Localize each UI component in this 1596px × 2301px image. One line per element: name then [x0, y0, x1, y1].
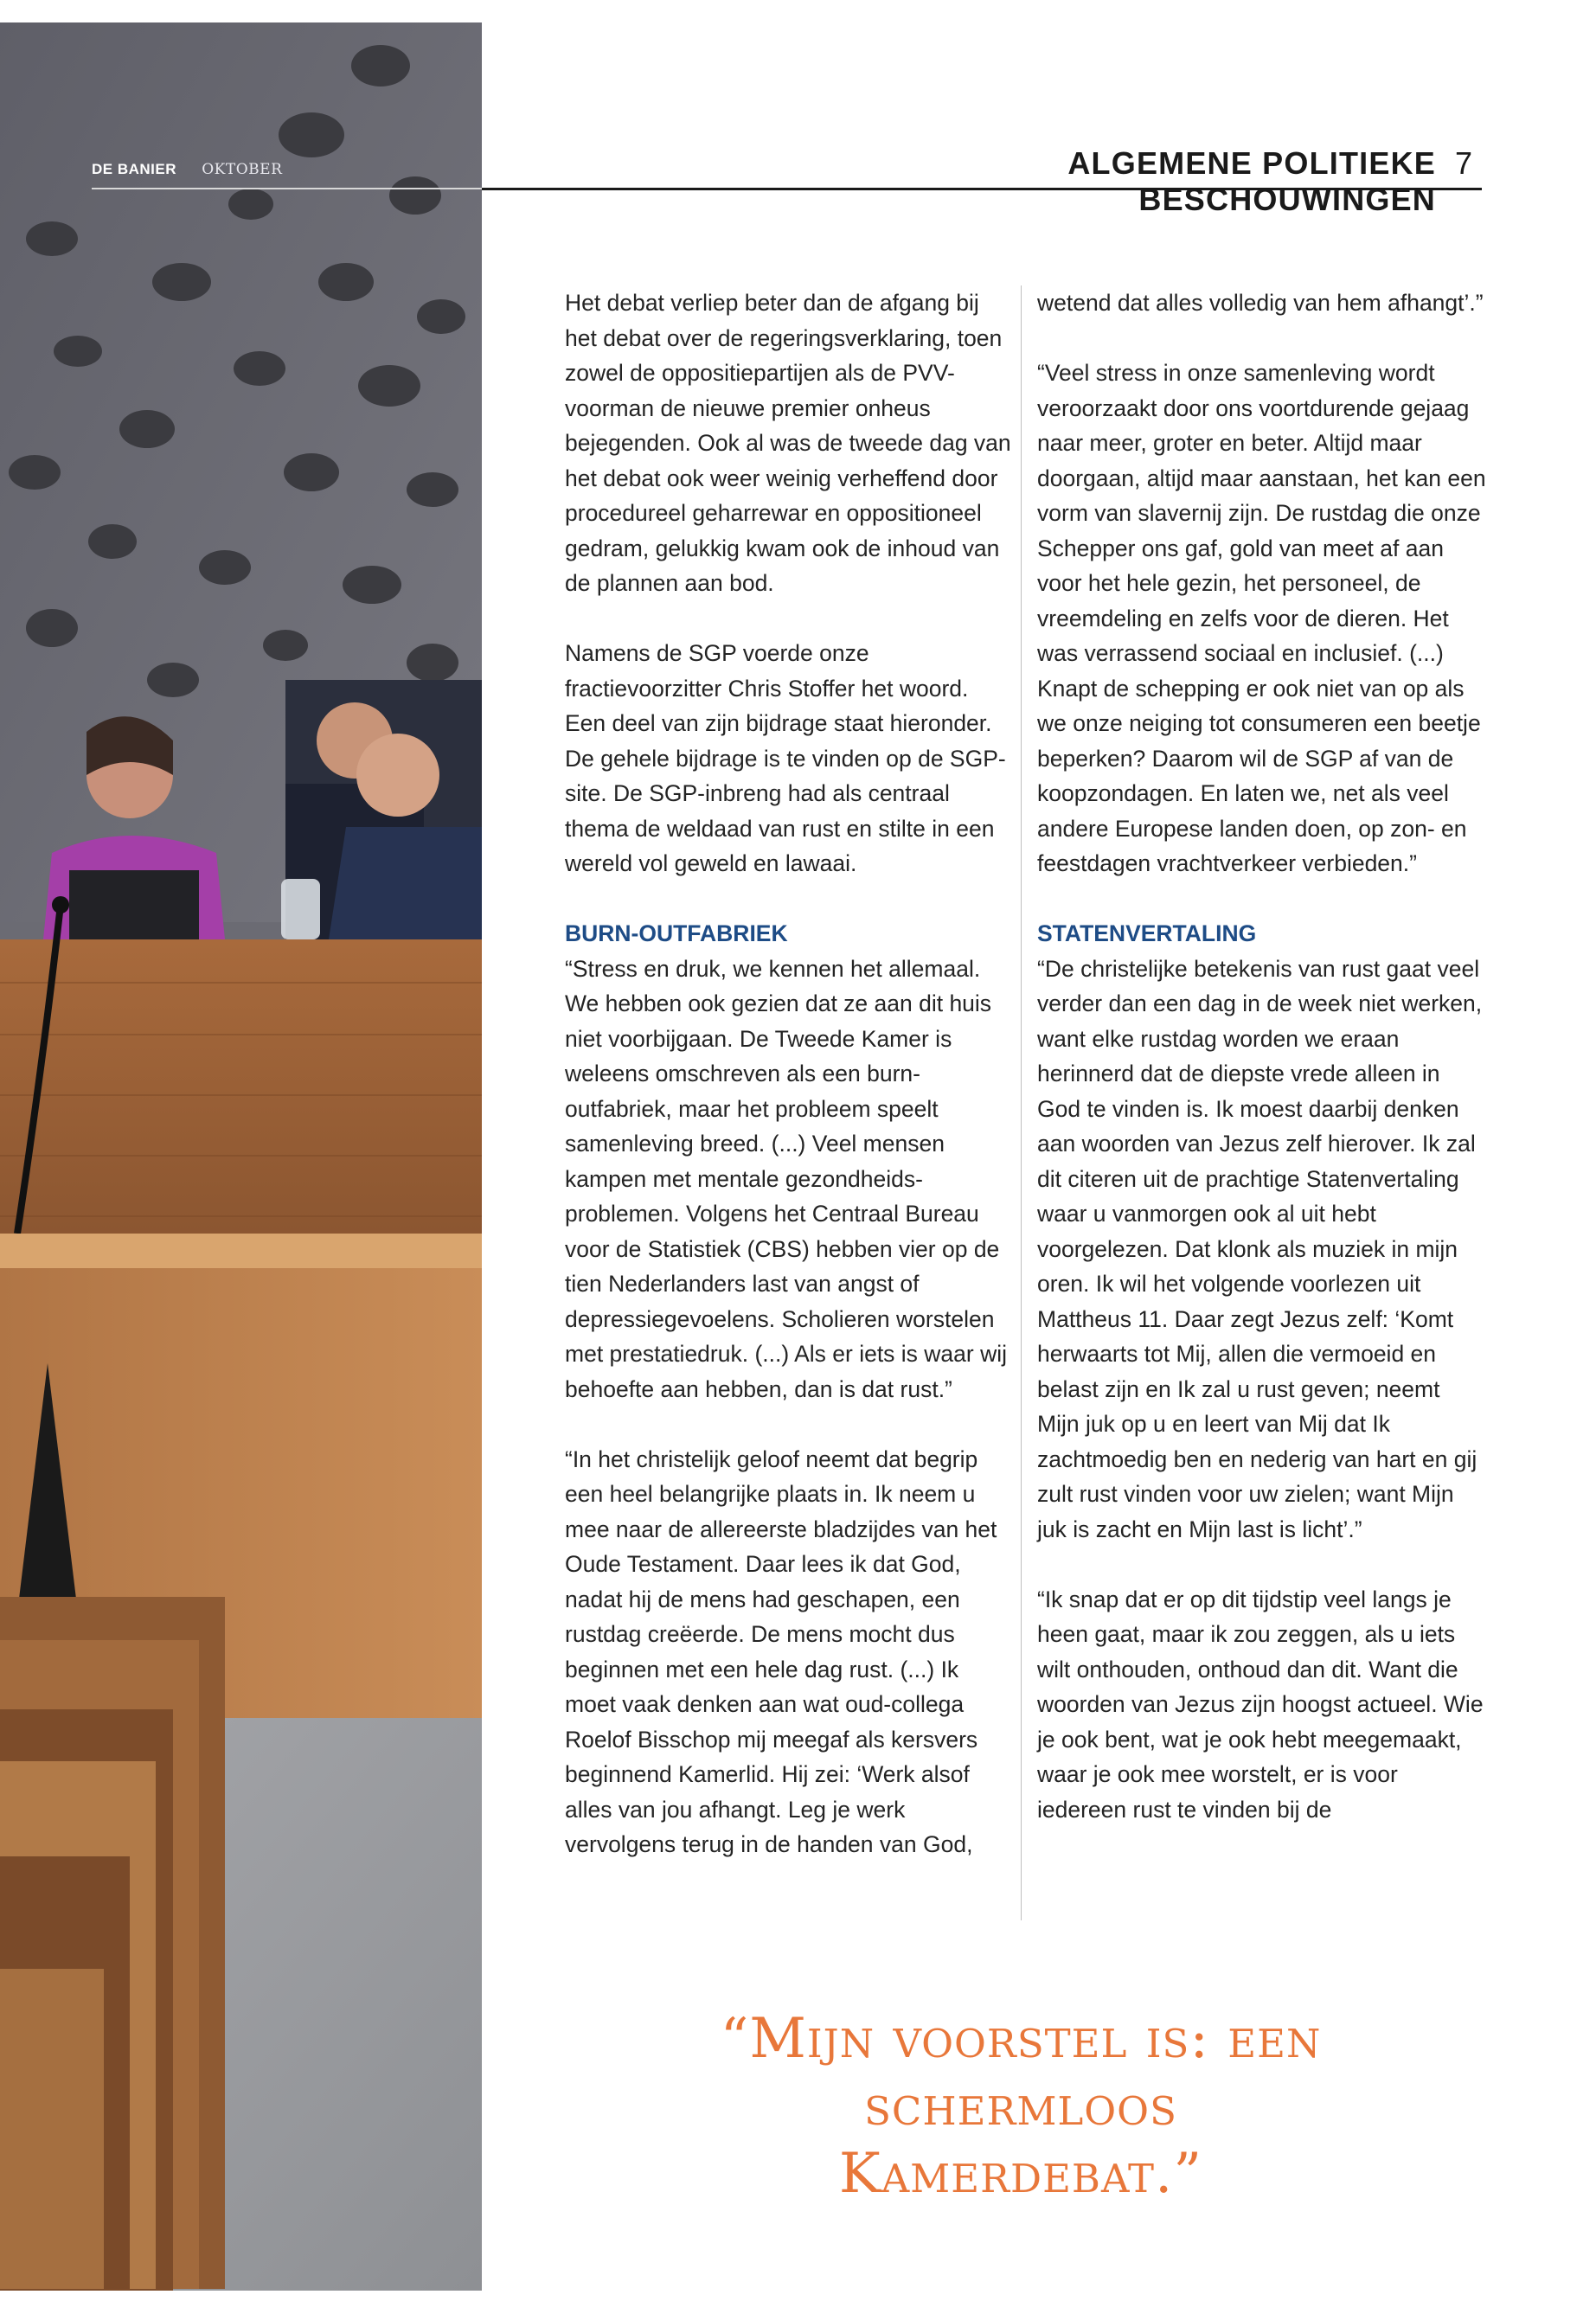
- issue-month: OKTOBER: [202, 161, 283, 178]
- subheading-burnout: BURN-OUTFABRIEK: [565, 920, 788, 946]
- parliament-photo: [0, 22, 482, 2291]
- publication-name: DE BANIER: [92, 161, 177, 177]
- page-number: 7: [1455, 145, 1473, 181]
- paragraph: “Veel stress in onze samenleving wordt veroorzaakt door ons voortdurende gejaag naar meer, groter en beter. Altijd maar doorgaan, altijd maar aanstaan, het kan een vorm van slavernij zijn. De rustdag die onze Schepper ons gaf, gold van meet af aan voor het hele gezin, het personeel, de vreemdeling en zelfs voor de dieren. Het was verrassend sociaal en inclusief. (...) Knapt de schepping er ook niet van op als we onze neiging tot consumeren een beetje beperken? Daarom wil de SGP af van de koopzondagen. En laten we, net als veel andere Europese landen doen, op zon- en feestdagen vrachtverkeer verbieden.”: [1037, 360, 1486, 876]
- pull-quote: [709, 2005, 1332, 2208]
- pull-quote-line-2: schermloos Kamerdebat.”: [838, 2074, 1203, 2206]
- article-column-1: [565, 285, 1015, 1862]
- paragraph: “In het christelijk geloof neemt dat begrip een heel belangrijke plaats in. Ik neem u mee naar de allereerste bladzijdes van het Oude Testament. Daar lees ik dat God, nadat hij de mens had geschapen, een rustdag creëerde. De mens mocht dus beginnen met een hele dag rust. (...) Ik moet vaak denken aan wat oud-collega Roelof Bisschop mij meegaf als kersvers beginnend Kamerlid. Hij zei: ‘Werk alsof alles van jou afhangt. Leg je werk vervolgens terug in de handen van God,: [565, 1445, 997, 1857]
- pull-quote-line-1: “Mijn voorstel is: een: [720, 2007, 1322, 2071]
- paragraph: Namens de SGP voerde onze fractievoorzitter Chris Stoffer het woord. Een deel van zijn bijdrage staat hieronder. De gehele bijdrage is te vinden op de SGP-site. De SGP-inbreng had als centraal thema de weldaad van rust en stilte in een wereld vol geweld en lawaai.: [565, 640, 1006, 876]
- paragraph: “Ik snap dat er op dit tijdstip veel langs je heen gaat, maar ik zou zeggen, als u iets wilt onthouden, onthoud dan dit. Want die woorden van Jezus zijn hoogst actueel. Wie je ook bent, wat je ook hebt meegemaakt, waar je ook mee worstelt, er is voor iedereen rust te vinden bij de: [1037, 1586, 1484, 1823]
- article-column-2: [1037, 285, 1487, 1827]
- paragraph: wetend dat alles volledig van hem afhangt’.”: [1037, 290, 1484, 316]
- paragraph: “De christelijke betekenis van rust gaat veel verder dan een dag in de week niet werken, want elke rustdag worden we eraan herinnerd dat de diepste vrede alleen in God te vinden is. Ik moest daarbij denken aan woorden van Jezus zelf hierover. Ik zal dit citeren uit de prachtige Statenvertaling waar u vanmorgen ook al uit hebt voorgelezen. Dat klonk als muziek in mijn oren. Ik wil het volgende voorlezen uit Mattheus 11. Daar zegt Jezus zelf: ‘Komt herwaarts tot Mij, allen die vermoeid en belast zijn en Ik zal u rust geven; neemt Mijn juk op u en leert van Mij dat Ik zachtmoedig ben en nederig van hart en gij zult rust vinden voor uw zielen; want Mijn juk is zacht en Mijn last is licht’.”: [1037, 955, 1483, 1542]
- running-header-left: [92, 161, 282, 178]
- parliament-scene-icon: [0, 22, 482, 2291]
- paragraph: Het debat verliep beter dan de afgang bij het debat over de regeringsverklaring, toen zowel de oppositiepartijen als de PVV-voorman de nieuwe premier onheus bejegenden. Ook al was de tweede dag van het debat ook weer weinig verheffend door procedureel geharrewar en oppositioneel gedram, gelukkig kwam ook de inhoud van de plannen aan bod.: [565, 290, 1011, 596]
- section-title: ALGEMENE POLITIEKE BESCHOUWINGEN: [1067, 145, 1436, 217]
- subheading-statenvertaling: STATENVERTALING: [1037, 920, 1257, 946]
- column-divider: [1021, 285, 1022, 1920]
- paragraph: “Stress en druk, we kennen het allemaal. We hebben ook gezien dat ze aan dit huis niet voorbijgaan. De Tweede Kamer is weleens omschreven als een burn-outfabriek, maar het probleem speelt samenleving breed. (...) Veel mensen kampen met mentale gezondheids-problemen. Volgens het Centraal Bureau voor de Statistiek (CBS) hebben vier op de tien Nederlanders last van angst of depressiegevoelens. Scholieren worstelen met prestatiedruk. (...) Als er iets is waar wij behoefte aan hebben, dan is dat rust.”: [565, 955, 1008, 1402]
- header-rule-photo: [92, 188, 482, 189]
